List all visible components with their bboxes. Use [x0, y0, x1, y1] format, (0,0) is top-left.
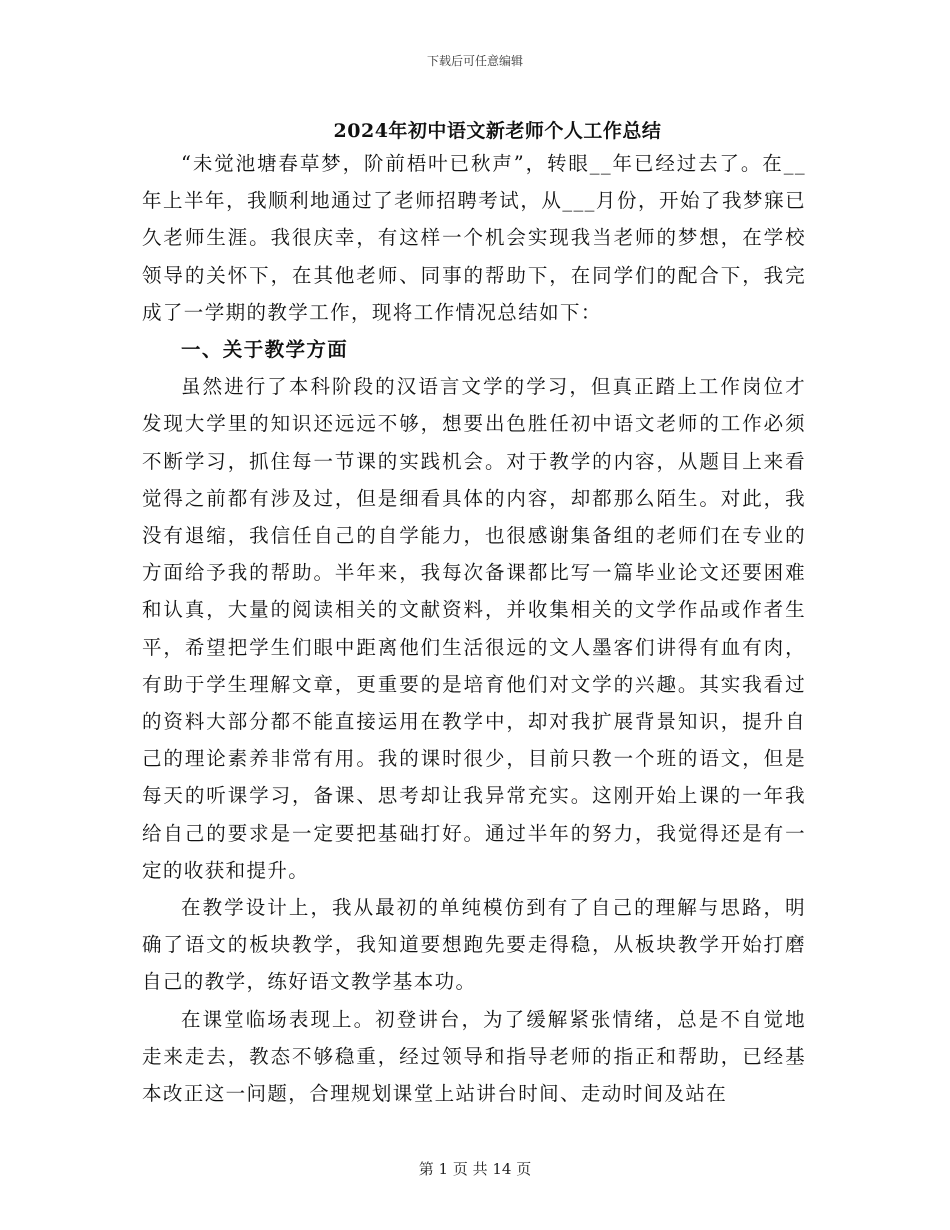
body-paragraph: 在教学设计上，我从最初的单纯模仿到有了自己的理解与思路，明确了语文的板块教学，我知道要想跑先要走得稳，从板块教学开始打磨自己的教学，练好语文教学基本功。 [142, 896, 806, 994]
document-body [142, 145, 806, 1112]
section-heading: 一、关于教学方面 [181, 338, 349, 362]
body-paragraph: 虽然进行了本科阶段的汉语言文学的学习，但真正踏上工作岗位才发现大学里的知识还远远不够，想要出色胜任初中语文老师的工作必须不断学习，抓住每一节课的实践机会。对于教学的内容，从题目上来看觉得之前都有涉及过，但是细看具体的内容，却都那么陌生。对此，我没有退缩，我信任自己的自学能力，也很感谢集备组的老师们在专业的方面给予我的帮助。半年来，我每次备课都比写一篇毕业论文还要困难和认真，大量的阅读相关的文献资料，并收集相关的文学作品或作者生平，希望把学生们眼中距离他们生活很远的文人墨客们讲得有血有肉，有助于学生理解文章，更重要的是培育他们对文学的兴趣。其实我看过的资料大部分都不能直接运用在教学中，却对我扩展背景知识，提升自己的理论素养非常有用。我的课时很少，目前只教一个班的语文，但是每天的听课学习，备课、思考却让我异常充实。这刚开始上课的一年我给自己的要求是一定要把基础打好。通过半年的努力，我觉得还是有一定的收获和提升。 [142, 375, 806, 882]
page-number: 第 1 页 共 14 页 [418, 1160, 532, 1178]
body-paragraph: 在课堂临场表现上。初登讲台，为了缓解紧张情绪，总是不自觉地走来走去，教态不够稳重，经过领导和指导老师的指正和帮助，已经基本改正这一问题，合理规划课堂上站讲台时间、走动时间及站在 [142, 1007, 806, 1106]
body-paragraph: “未觉池塘春草梦，阶前梧叶已秋声”，转眼__年已经过去了。在__年上半年，我顺利地通过了老师招聘考试，从___月份，开始了我梦寐已久老师生涯。我很庆幸，有这样一个机会实现我当老师的梦想，在学校领导的关怀下，在其他老师、同事的帮助下，在同学们的配合下，我完成了一学期的教学工作，现将工作情况总结如下： [142, 152, 806, 324]
header-note: 下载后可任意编辑 [426, 54, 523, 68]
document-title: 2024年初中语文新老师个人工作总结 [333, 120, 662, 142]
